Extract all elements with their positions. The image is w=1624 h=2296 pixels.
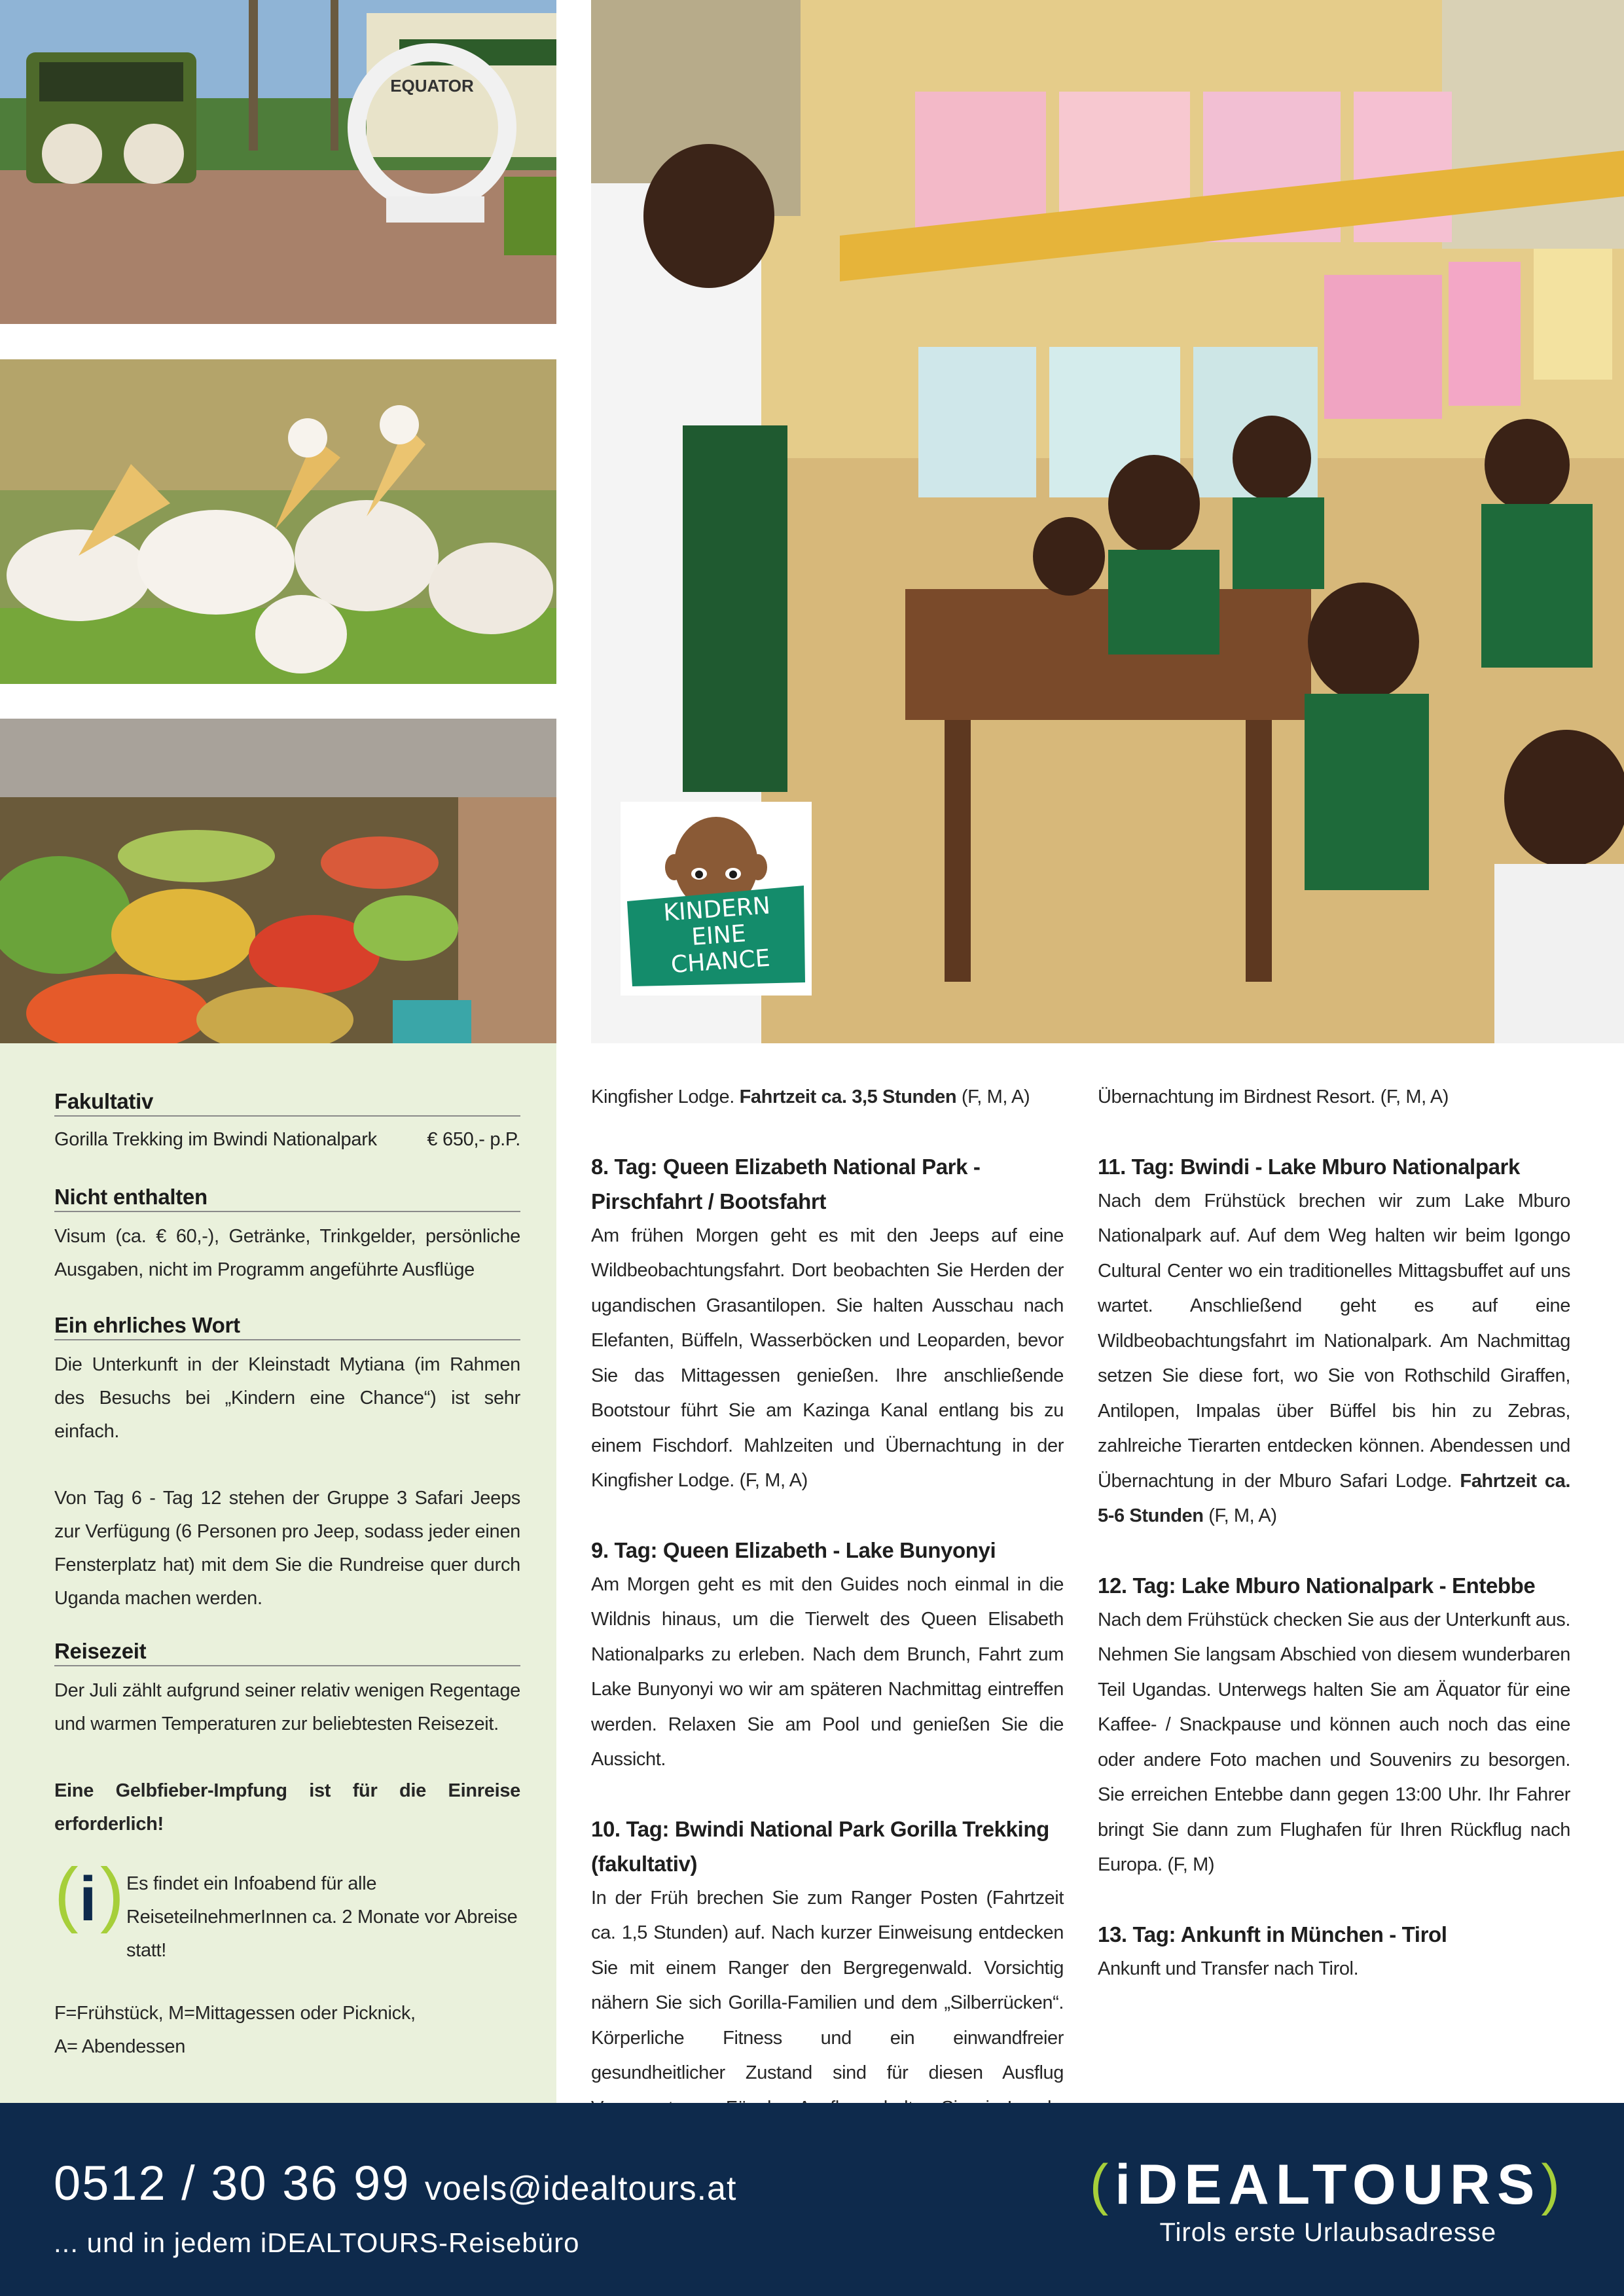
ehrliches-wort-p1: Die Unterkunft in der Kleinstadt Mytiana (im Rahmen des Besuchs bei „Kindern eine Chance“) ist sehr einfach.: [54, 1354, 520, 1442]
kindern-eine-chance-logo: [621, 802, 812, 996]
legend-line-1: F=Frühstück, M=Mittagessen oder Picknick,: [54, 2003, 416, 2024]
brand-slogan: Tirols erste Urlaubsadresse: [1159, 2218, 1497, 2247]
contact-line: [54, 2155, 736, 2211]
day-12-text: Nach dem Frühstück checken Sie aus der Unterkunft aus. Nehmen Sie langsam Abschied von diesem wunderbaren Teil Ugandas. Unterwegs halten Sie am Äquator für eine Kaffee- / Snackpause und können auch noch das eine oder andere Foto machen und Souvenirs zu besorgen. Sie erreichen Entebbe dann gegen 13:00 Uhr. Ihr Fahrer bringt Sie dann zum Flughafen für Ihren Rückflug nach Europa. (F, M): [1098, 1609, 1570, 1875]
email-link[interactable]: voels@idealtours.at: [424, 2170, 737, 2208]
itinerary-column-2: [1098, 1080, 1570, 1986]
day-13-text: Ankunft und Transfer nach Tirol.: [1098, 1958, 1359, 1979]
reisezeit-text: Der Juli zählt aufgrund seiner relativ wenigen Regentage und warmen Temperaturen zur beliebtesten Reisezeit.: [54, 1680, 520, 1734]
heading-reisezeit: Reisezeit: [54, 1639, 520, 1666]
info-icon: ( i ): [54, 1854, 124, 1934]
day-9-title: 9. Tag: Queen Elizabeth - Lake Bunyonyi: [591, 1537, 996, 1562]
fakultativ-item: Gorilla Trekking im Bwindi Nationalpark: [54, 1129, 377, 1150]
col2-intro: Übernachtung im Birdnest Resort. (F, M, A): [1098, 1086, 1449, 1107]
info-box: [54, 1854, 520, 1967]
logo-badge-text: [631, 891, 806, 981]
phone-number[interactable]: 0512 / 30 36 99: [54, 2156, 410, 2210]
nicht-enthalten-text: Visum (ca. € 60,-), Getränke, Trinkgelder, persönliche Ausgaben, nicht im Programm angeführte Ausflüge: [54, 1226, 520, 1280]
idealtours-logo: [1090, 2155, 1566, 2248]
gelbfieber-notice: Eine Gelbfieber-Impfung ist für die Einreise erforderlich!: [54, 1780, 520, 1835]
info-text: Es findet ein Infoabend für alle ReiseteilnehmerInnen ca. 2 Monate vor Abreise statt!: [126, 1873, 518, 1961]
footer: [0, 2103, 1624, 2296]
photo-pelicans: [0, 359, 556, 684]
day-10-title: 10. Tag: Bwindi National Park Gorilla Trekking (fakultativ): [591, 1816, 1049, 1876]
heading-fakultativ: Fakultativ: [54, 1089, 520, 1117]
photo-fruit-market: [0, 719, 556, 1043]
equator-sign-text: EQUATOR: [390, 76, 474, 96]
photo-equator-jeep: [0, 0, 556, 324]
day-13-title: 13. Tag: Ankunft in München - Tirol: [1098, 1922, 1447, 1946]
footer-tagline: ... und in jedem iDEALTOURS-Reisebüro: [54, 2227, 580, 2258]
fakultativ-row: [54, 1124, 520, 1155]
brand-name: (iDEALTOURS): [1089, 2153, 1566, 2216]
day-11-text: Nach dem Frühstück brechen wir zum Lake Mburo Nationalpark auf. Auf dem Weg halten wir beim Igongo Cultural Center wo ein traditionelles Mittagsbuffet auf uns wartet. Anschließend geht es auf eine Wildbeobachtungsfahrt im Nationalpark. Am Nachmittag setzen Sie diese fort, wo Sie von Rothschild Giraffen, Antilopen, Impalas über Büffel bis hin zu Zebras, zahlreiche Tierarten entdecken können. Abendessen und Übernachtung in der Mburo Safari Lodge. Fahrtzeit ca. 5-6 Stunden (F, M, A): [1098, 1190, 1571, 1526]
logo-line-3: CHANCE: [670, 944, 771, 979]
day-8-title: 8. Tag: Queen Elizabeth National Park - Pirschfahrt / Bootsfahrt: [591, 1154, 981, 1213]
itinerary-column-1: [591, 1080, 1064, 2161]
info-sidebar: [0, 1043, 556, 2103]
legend-line-2: A= Abendessen: [54, 2036, 186, 2057]
day-12-title: 12. Tag: Lake Mburo Nationalpark - Entebbe: [1098, 1573, 1536, 1598]
col1-intro: Kingfisher Lodge. Fahrtzeit ca. 3,5 Stunden (F, M, A): [591, 1086, 1030, 1107]
logo-line-2: EINE: [691, 920, 747, 951]
fakultativ-price: € 650,- p.P.: [427, 1129, 520, 1150]
heading-nicht-enthalten: Nicht enthalten: [54, 1185, 520, 1212]
day-11-title: 11. Tag: Bwindi - Lake Mburo Nationalpark: [1098, 1154, 1520, 1179]
day-8-text: Am frühen Morgen geht es mit den Jeeps auf eine Wildbeobachtungsfahrt. Dort beobachten Sie Herden der ugandischen Grasantilopen. Sie halten Ausschau nach Elefanten, Büffeln, Wasserböcken und Leoparden, bevor Sie das Mittagessen genießen. Ihre anschließende Bootstour führt Sie am Kazinga Kanal entlang bis zu einem Fischdorf. Mahlzeiten und Übernachtung in der Kingfisher Lodge. (F, M, A): [591, 1225, 1064, 1491]
heading-ehrliches-wort: Ein ehrliches Wort: [54, 1313, 520, 1340]
day-9-text: Am Morgen geht es mit den Guides noch einmal in die Wildnis hinaus, um die Tierwelt des Queen Elisabeth Nationalparks zu erleben. Nach dem Brunch, Fahrt zum Lake Bunyonyi wo wir am späteren Nachmittag eintreffen werden. Relaxen Sie am Pool und genießen Sie die Aussicht.: [591, 1573, 1064, 1770]
day-10-text: In der Früh brechen Sie zum Ranger Posten (Fahrtzeit ca. 1,5 Stunden) auf. Nach kurzer Einweisung entdecken Sie mit einem Ranger den Bergregenwald. Vorsichtig nähern Sie sich Gorilla-Familien und dem „Silberrücken“. Körperliche Fitness und ein einwandfreier gesundheitlicher Zustand sind für diesen Ausflug: [591, 1887, 1064, 2083]
ehrliches-wort-p2: Von Tag 6 - Tag 12 stehen der Gruppe 3 Safari Jeeps zur Verfügung (6 Personen pro Jeep, sodass jeder einen Fensterplatz hat) mit dem Sie die Rundreise quer durch Uganda machen werden.: [54, 1488, 520, 1609]
logo-line-1: KINDERN: [662, 892, 772, 927]
